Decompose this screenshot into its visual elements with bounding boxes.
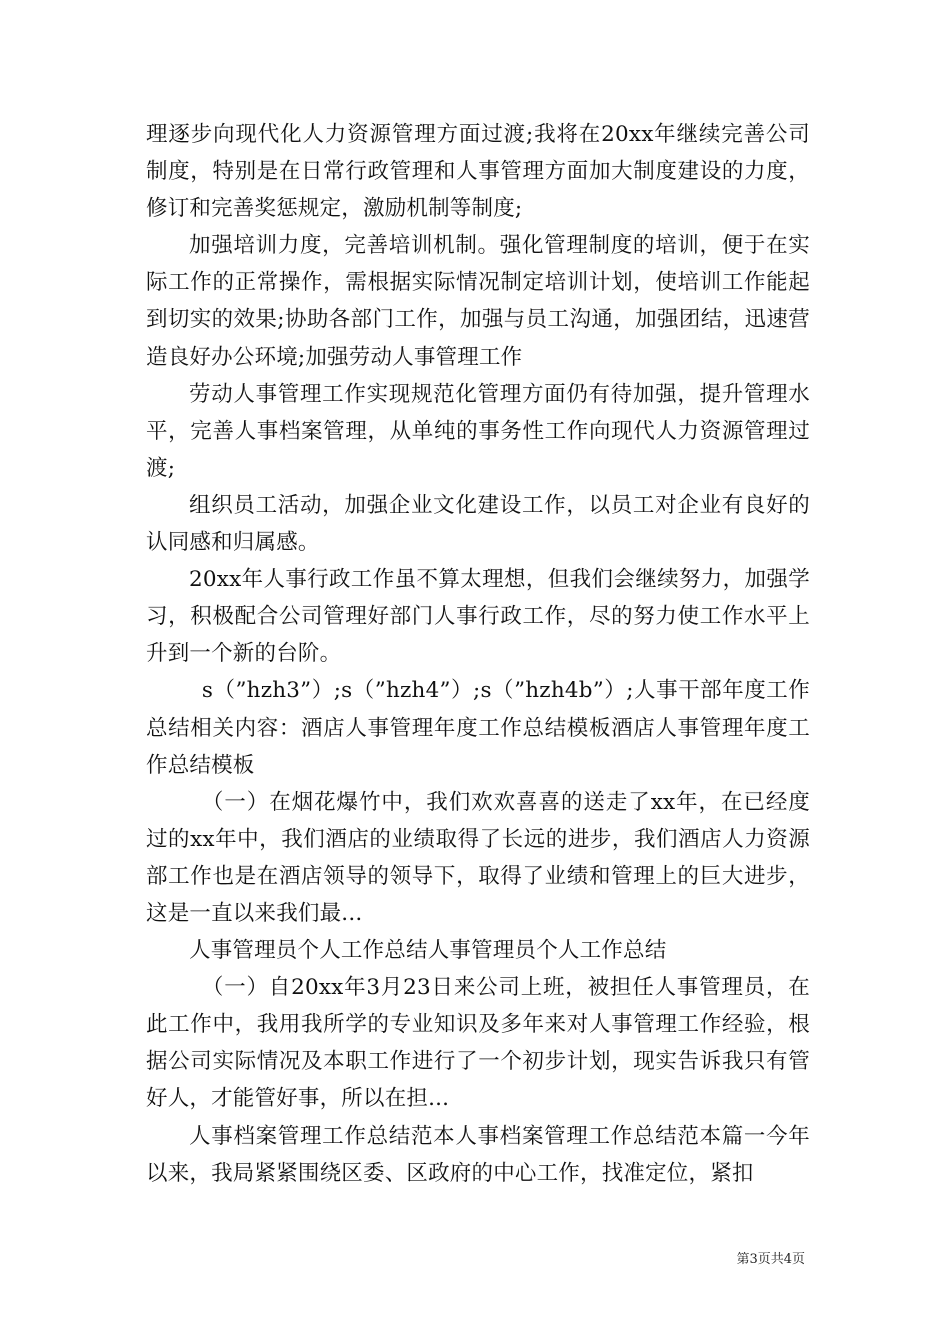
paragraph-2: 加强培训力度，完善培训机制。强化管理制度的培训，便于在实际工作的正常操作，需根据实际情况制定培训计划，使培训工作能起到切实的效果;协助各部门工作，加强与员工沟通，加强团结，迅速营造良好办公环境;加强劳动人事管理工作 [146,233,810,370]
page-number: 第3页共4页 [736,1252,805,1267]
paragraph-8: 人事管理员个人工作总结人事管理员个人工作总结 [189,938,667,964]
document-body [146,116,810,1192]
paragraph-10: 人事档案管理工作总结范本人事档案管理工作总结范本篇一今年以来，我局紧紧围绕区委、区政府的中心工作，找准定位，紧扣 [146,1123,810,1186]
paragraph-9: （一）自20xx年3月23日来公司上班，被担任人事管理员，在此工作中，我用我所学的专业知识及多年来对人事管理工作经验，根据公司实际情况及本职工作进行了一个初步计划，现实告诉我只有管好人，才能管好事，所以在担... [146,975,810,1112]
paragraph-5: 20xx年人事行政工作虽不算太理想，但我们会继续努力，加强学习，积极配合公司管理好部门人事行政工作，尽的努力使工作水平上升到一个新的台阶。 [146,567,810,667]
paragraph-7: （一）在烟花爆竹中，我们欢欢喜喜的送走了xx年，在已经度过的xx年中，我们酒店的业绩取得了长远的进步，我们酒店人力资源部工作也是在酒店领导的领导下，取得了业绩和管理上的巨大进步，这是一直以来我们最... [146,789,810,926]
paragraph-6: s（”hzh3”）;s（”hzh4”）;s（”hzh4b”）;人事干部年度工作总结相关内容：酒店人事管理年度工作总结模板酒店人事管理年度工作总结模板 [146,678,810,778]
paragraph-3: 劳动人事管理工作实现规范化管理方面仍有待加强，提升管理水平，完善人事档案管理，从单纯的事务性工作向现代人力资源管理过渡; [146,381,810,481]
paragraph-1: 理逐步向现代化人力资源管理方面过渡;我将在20xx年继续完善公司制度，特别是在日常行政管理和人事管理方面加大制度建设的力度，修订和完善奖惩规定，激励机制等制度; [146,122,810,222]
paragraph-4: 组织员工活动，加强企业文化建设工作，以员工对企业有良好的认同感和归属感。 [146,492,810,556]
